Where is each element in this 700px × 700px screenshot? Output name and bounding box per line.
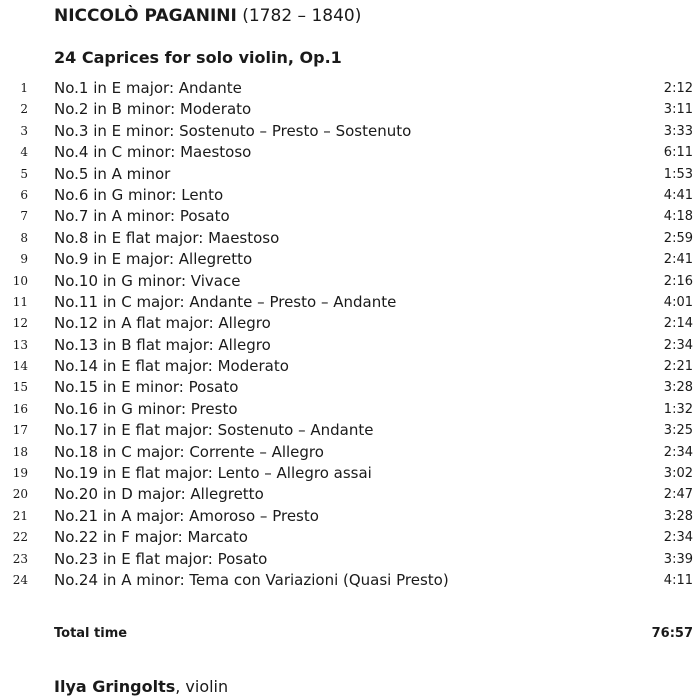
track-title: No.11 in C major: Andante – Presto – Andante [54,292,397,311]
track-duration: 3:11 [663,102,693,118]
composer-dates: (1782 – 1840) [242,6,362,26]
track-title: No.18 in C major: Corrente – Allegro [54,442,324,461]
track-duration: 4:11 [663,572,693,588]
track-title: No.13 in B flat major: Allegro [54,335,271,354]
track-row [0,142,700,163]
track-title: No.23 in E flat major: Posato [54,549,268,568]
track-row [0,313,700,334]
work-title: 24 Caprices for solo violin, Op.1 [54,48,342,67]
track-number: 10 [12,273,28,288]
track-number: 11 [12,294,28,309]
track-duration: 2:34 [663,337,693,353]
track-number: 1 [20,81,28,95]
track-row [0,271,700,292]
performer-role: , violin [175,677,229,696]
track-number: 12 [12,316,28,331]
track-number: 9 [20,252,28,267]
track-list [0,78,700,591]
track-row [0,399,700,420]
track-number: 24 [12,572,28,587]
track-row [0,463,700,484]
track-row [0,377,700,398]
track-duration: 3:39 [663,551,693,567]
track-duration: 3:02 [663,466,693,482]
track-title: No.21 in A major: Amoroso – Presto [54,506,319,525]
track-title: No.22 in F major: Marcato [54,528,248,547]
track-row [0,420,700,441]
track-title: No.2 in B minor: Moderato [54,100,252,119]
track-title: No.7 in A minor: Posato [54,207,230,226]
track-number: 4 [20,145,28,160]
track-duration: 2:41 [663,252,693,268]
track-title: No.3 in E minor: Sostenuto – Presto – Sostenuto [54,121,412,140]
track-duration: 4:18 [663,209,693,225]
track-duration: 3:28 [663,508,693,524]
track-title: No.20 in D major: Allegretto [54,485,264,504]
track-duration: 3:25 [663,423,693,439]
track-number: 19 [12,466,28,481]
track-number: 7 [20,209,28,224]
track-number: 5 [20,166,28,181]
track-duration: 2:14 [663,316,693,332]
track-title: No.16 in G minor: Presto [54,399,238,418]
track-row [0,206,700,227]
track-title: No.15 in E minor: Posato [54,378,239,397]
track-row [0,484,700,505]
total-time-value: 76:57 [651,626,693,641]
track-title: No.12 in A flat major: Allegro [54,314,271,333]
track-duration: 1:53 [663,166,693,182]
track-title: No.6 in G minor: Lento [54,185,224,204]
track-number: 17 [12,423,28,438]
track-number: 2 [20,102,28,117]
track-duration: 1:32 [663,401,693,417]
composer-name: NICCOLÒ PAGANINI [54,6,237,26]
track-row [0,228,700,249]
composer-heading [54,6,361,26]
track-title: No.1 in E major: Andante [54,79,242,97]
track-duration: 6:11 [663,145,693,161]
track-number: 3 [20,123,28,138]
track-row [0,185,700,206]
track-row [0,99,700,120]
track-row [0,164,700,185]
track-number: 8 [20,230,28,245]
track-row [0,121,700,142]
performer-credit [54,677,228,696]
track-number: 23 [12,551,28,566]
track-title: No.8 in E flat major: Maestoso [54,228,280,247]
track-number: 22 [12,530,28,545]
track-row [0,549,700,570]
track-duration: 2:12 [663,81,693,96]
track-row [0,506,700,527]
track-row [0,335,700,356]
track-number: 6 [20,187,28,202]
track-title: No.10 in G minor: Vivace [54,271,241,290]
total-time-row [54,624,693,644]
track-number: 18 [12,444,28,459]
track-row [0,527,700,548]
track-row [0,292,700,313]
track-row [0,570,700,591]
track-title: No.5 in A minor [54,164,171,183]
track-number: 15 [12,380,28,395]
track-duration: 2:59 [663,230,693,246]
track-number: 13 [12,337,28,352]
track-duration: 4:41 [663,187,693,203]
track-row [0,249,700,270]
track-duration: 3:33 [663,123,693,139]
track-number: 16 [12,401,28,416]
track-duration: 2:16 [663,273,693,289]
track-title: No.19 in E flat major: Lento – Allegro assai [54,464,372,483]
track-duration: 2:47 [663,487,693,503]
performer-name: Ilya Gringolts [54,677,176,696]
track-number: 21 [12,508,28,523]
track-duration: 2:34 [663,530,693,546]
track-row [0,442,700,463]
track-duration: 3:28 [663,380,693,396]
track-title: No.24 in A minor: Tema con Variazioni (Quasi Presto) [54,570,449,589]
track-title: No.17 in E flat major: Sostenuto – Andante [54,421,374,440]
track-row [0,356,700,377]
track-number: 14 [12,359,28,374]
track-duration: 4:01 [663,294,693,310]
track-duration: 2:21 [663,359,693,375]
track-title: No.9 in E major: Allegretto [54,250,253,269]
track-duration: 2:34 [663,444,693,460]
track-row [0,78,700,99]
total-time-label: Total time [54,626,128,641]
track-title: No.14 in E flat major: Moderato [54,357,289,376]
track-title: No.4 in C minor: Maestoso [54,143,252,162]
track-number: 20 [12,487,28,502]
